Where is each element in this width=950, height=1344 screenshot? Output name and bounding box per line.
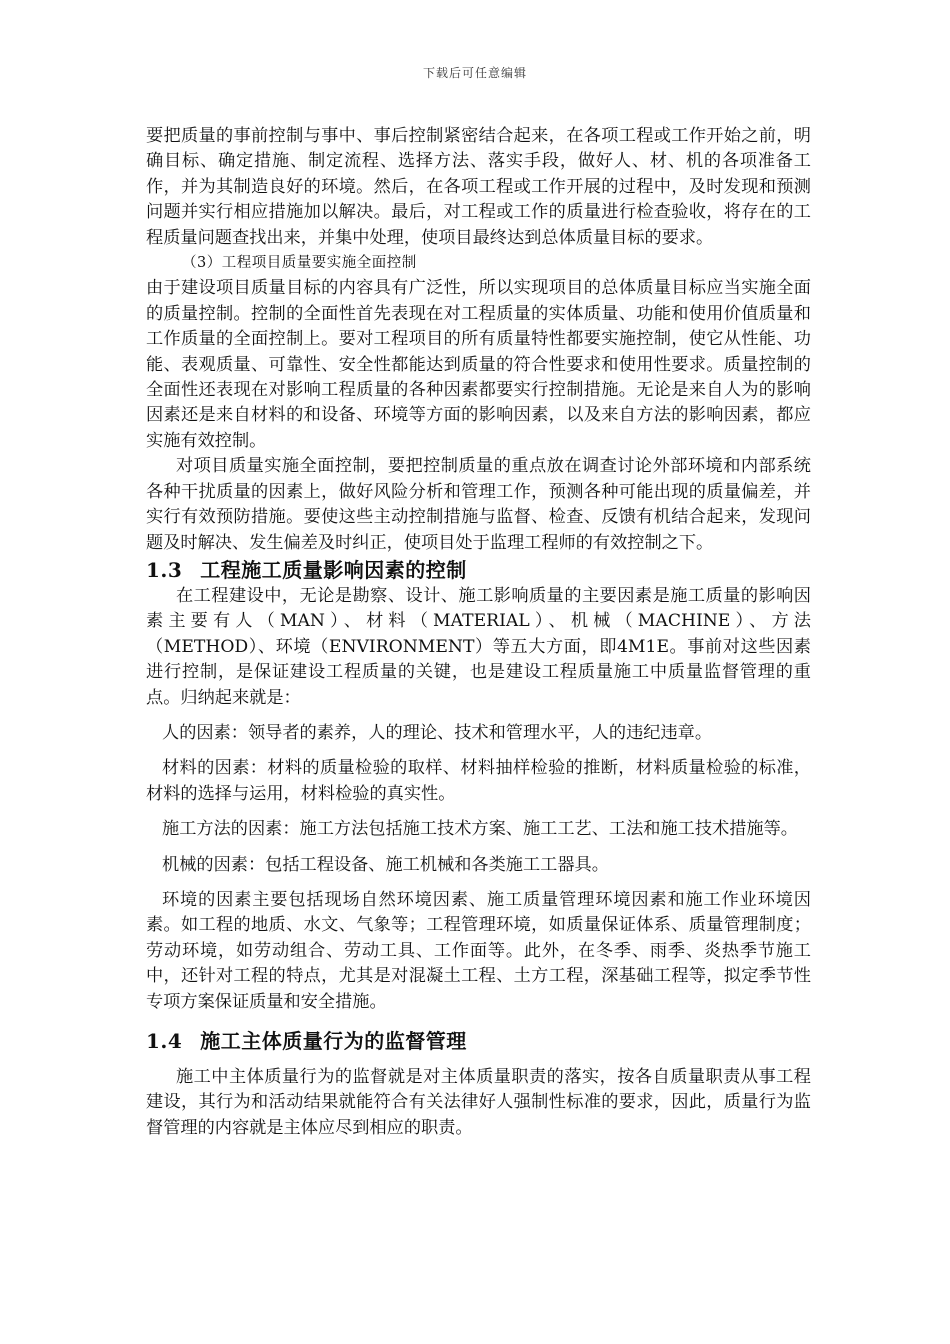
section-title: 工程施工质量影响因素的控制 (200, 557, 467, 582)
paragraph-control-focus: 对项目质量实施全面控制，要把控制质量的重点放在调查讨论外部环境和内部系统各种干扰质量的因素上，做好风险分析和管理工作，预测各种可能出现的质量偏差，并实行有效预防措施。要使这些主动控制措施与监督、检查、反馈有机结合起来，发现问题及时解决、发生偏差及时纠正，使项目处于监理工程师的有效控制之下。 (146, 456, 811, 553)
section-number: 1.3 (146, 557, 183, 582)
factor-material: 材料的因素：材料的质量检验的取样、材料抽样检验的推断，材料质量检验的标准，材料的选择与运用，材料检验的真实性。 (146, 758, 811, 804)
section-heading-1-3 (146, 556, 811, 584)
header-note: 下载后可任意编辑 (422, 66, 527, 80)
factor-person: 人的因素：领导者的素养，人的理论、技术和管理水平，人的违纪违章。 (162, 722, 713, 743)
section-number: 1.4 (146, 1029, 183, 1053)
factor-machine: 机械的因素：包括工程设备、施工机械和各类施工工器具。 (162, 854, 609, 875)
document-body (146, 124, 811, 1141)
paragraph-supervision: 施工中主体质量行为的监督就是对主体质量职责的落实，按各自质量职责从事工程建设，其行为和活动结果就能符合有关法律好人强制性标准的要求，因此，质量行为监督管理的内容就是主体应尽到相应的职责。 (146, 1067, 811, 1138)
factor-environment: 环境的因素主要包括现场自然环境因素、施工质量管理环境因素和施工作业环境因素。如工程的地质、水文、气象等；工程管理环境，如质量保证体系、质量管理制度；劳动环境，如劳动组合、劳动工具、工作面等。此外，在冬季、雨季、炎热季节施工中，还针对工程的特点，尤其是对混凝土工程、土方工程，深基础工程等，拟定季节性专项方案保证质量和安全措施。 (146, 889, 811, 1012)
paragraph-4m1e: 在工程建设中，无论是勘察、设计、施工影响质量的主要因素是施工质量的影响因素主要有人（MAN）、材料（MATERIAL）、机械（MACHINE）、方法（METHOD）、环境（ENVIRONMENT）等五大方面，即4M1E。事前对这些因素进行控制，是保证建设工程质量的关键，也是建设工程质量施工中质量监督管理的重点。归纳起来就是： (146, 585, 811, 708)
section-title: 施工主体质量行为的监督管理 (200, 1029, 467, 1053)
paragraph-quality-control-process: 要把质量的事前控制与事中、事后控制紧密结合起来，在各项工程或工作开始之前，明确目标、确定措施、制定流程、选择方法、落实手段，做好人、材、机的各项准备工作，并为其制造良好的环境。然后，在各项工程或工作开展的过程中，及时发现和预测问题并实行相应措施加以解决。最后，对工程或工作的质量进行检查验收，将存在的工程质量问题查找出来，并集中处理，使项目最终达到总体质量目标的要求。 (146, 126, 811, 248)
section-heading-1-4 (146, 1027, 811, 1055)
factor-method: 施工方法的因素：施工方法包括施工技术方案、施工工艺、工法和施工技术措施等。 (162, 819, 798, 840)
subheading-comprehensive-control: （3）工程项目质量要实施全面控制 (182, 255, 417, 272)
paragraph-comprehensive-control: 由于建设项目质量目标的内容具有广泛性，所以实现项目的总体质量目标应当实施全面的质量控制。控制的全面性首先表现在对工程质量的实体质量、功能和使用价值质量和工作质量的全面控制上。要对工程项目的所有质量特性都要实施控制，使它从性能、功能、表观质量、可靠性、安全性都能达到质量的符合性要求和使用性要求。质量控制的全面性还表现在对影响工程质量的各种因素都要实行控制措施。无论是来自人为的影响因素还是来自材料的和设备、环境等方面的影响因素，以及来自方法的影响因素，都应实施有效控制。 (146, 278, 811, 451)
